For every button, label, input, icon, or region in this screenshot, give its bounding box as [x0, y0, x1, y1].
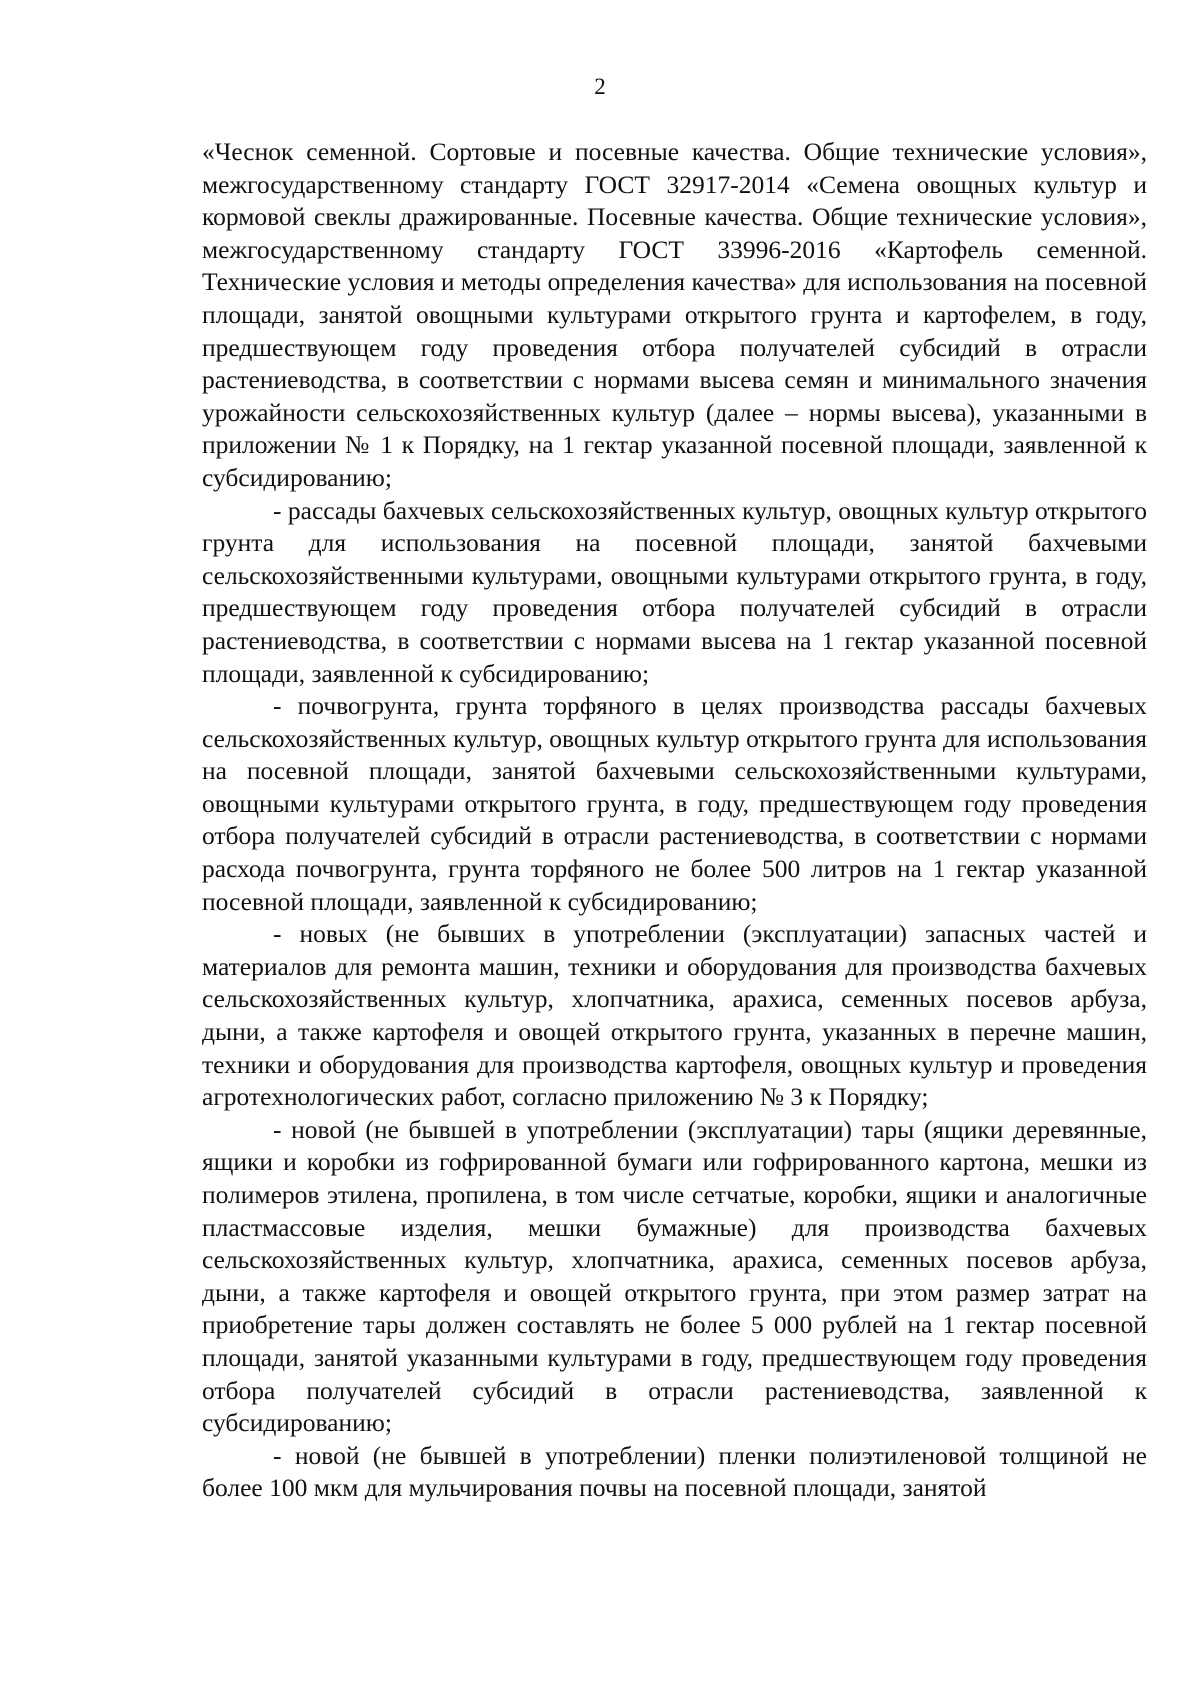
paragraph-seedlings: - рассады бахчевых сельскохозяйственных культур, овощных культур открытого грунта для использования на посевной площади, занятой бахчевыми сельскохозяйственными культурами, овощными культурами открытого грунта, в году, предшествующем году проведения отбора получателей субсидий в отрасли растениеводства, в соответствии с нормами высева на 1 гектар указанной посевной площади, заявленной к субсидированию; — [202, 495, 1147, 688]
paragraph-soil: - почвогрунта, грунта торфяного в целях производства рассады бахчевых сельскохозяйственных культур, овощных культур открытого грунта для использования на посевной площади, занятой бахчевыми сельскохозяйственными культурами, овощными культурами открытого грунта, в году, предшествующем году проведения отбора получателей субсидий в отрасли растениеводства, в соответствии с нормами расхода почвогрунта, грунта торфяного не более 500 литров на 1 гектар указанной посевной площади, заявленной к субсидированию; — [202, 691, 1147, 916]
paragraph-continuation: «Чеснок семенной. Сортовые и посевные качества. Общие технические условия», межгосударственному стандарту ГОСТ 32917-2014 «Семена овощных культур и кормовой свеклы дражированные. Посевные качества. Общие технические условия», межгосударственному стандарту ГОСТ 33996-2016 «Картофель семенной. Технические условия и методы определения качества» для использования на посевной площади, занятой овощными культурами открытого грунта и картофелем, в году, предшествующем году проведения отбора получателей субсидий в отрасли растениеводства, в соответствии с нормами высева семян и минимального значения урожайности сельскохозяйственных культур (далее – нормы высева), указанными в приложении № 1 к Порядку, на 1 гектар указанной посевной площади, заявленной к субсидированию; — [202, 137, 1147, 492]
paragraph-film: - новой (не бывшей в употреблении) пленки полиэтиленовой толщиной не более 100 мкм для мульчирования почвы на посевной площади, занятой — [202, 1440, 1147, 1503]
paragraph-spare-parts: - новых (не бывших в употреблении (эксплуатации) запасных частей и материалов для ремонта машин, техники и оборудования для производства бахчевых сельскохозяйственных культур, хлопчатника, арахиса, семенных посевов арбуза, дыни, а также картофеля и овощей открытого грунта, указанных в перечне машин, техники и оборудования для производства картофеля, овощных культур и проведения агротехнологических работ, согласно приложению № 3 к Порядку; — [202, 919, 1147, 1112]
page-number: 2 — [594, 74, 606, 99]
paragraph-packaging: - новой (не бывшей в употреблении (эксплуатации) тары (ящики деревянные, ящики и коробки из гофрированной бумаги или гофрированного картона, мешки из полимеров этилена, пропилена, в том числе сетчатые, коробки, ящики и аналогичные пластмассовые изделия, мешки бумажные) для производства бахчевых сельскохозяйственных культур, хлопчатника, арахиса, семенных посевов арбуза, дыни, а также картофеля и овощей открытого грунта, при этом размер затрат на приобретение тары должен составлять не более 5 000 рублей на 1 гектар посевной площади, занятой указанными культурами в году, предшествующем году проведения отбора получателей субсидий в отрасли растениеводства, заявленной к субсидированию; — [202, 1114, 1147, 1438]
document-body — [202, 136, 1147, 1505]
